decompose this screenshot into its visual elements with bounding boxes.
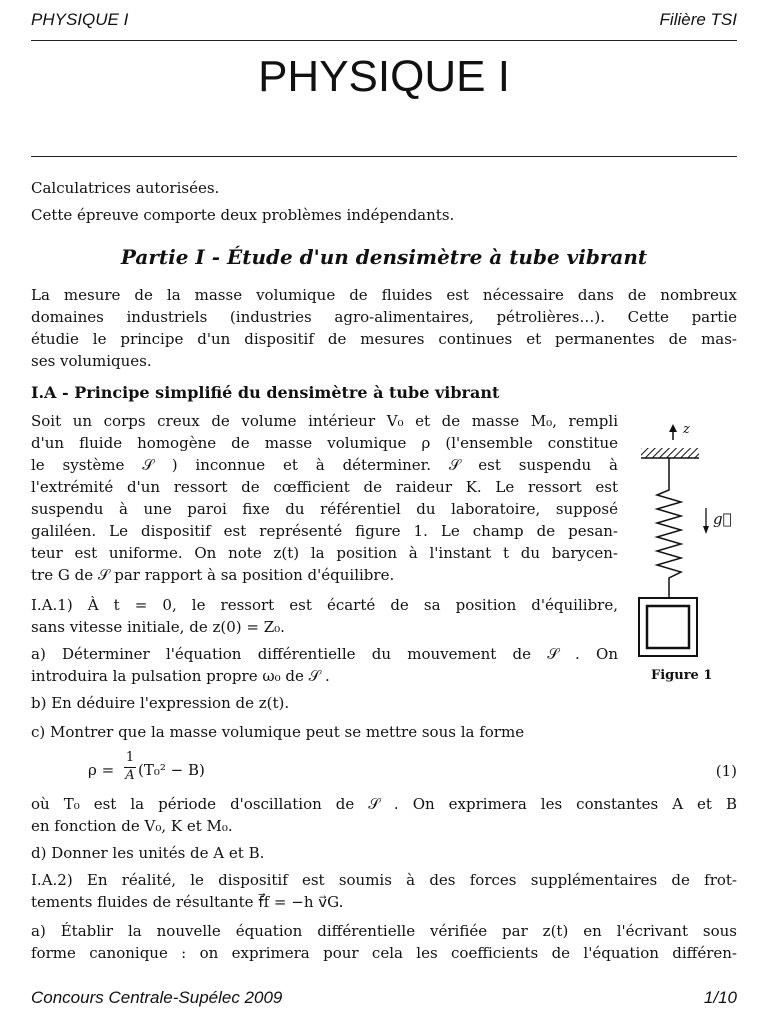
section-title: I.A - Principe simplifié du densimètre à tube vibrant	[31, 383, 500, 402]
spring-mass-diagram	[633, 420, 733, 670]
after-eq-line: forme canonique : on exprimera pour cela les coefficients de l'équation différen-	[31, 944, 737, 962]
footer-left: Concours Centrale-Supélec 2009	[31, 988, 283, 1007]
section-line: Soit un corps creux de volume intérieur V₀ et de masse M₀, rempli	[31, 412, 618, 430]
equation-rhs: (T₀² − B)	[138, 761, 205, 779]
spring-icon	[657, 458, 681, 598]
z-axis-label: z	[683, 422, 690, 437]
figure-1	[633, 420, 733, 690]
section-line: suspendu à une paroi fixe du référentiel du laboratoire, supposé	[31, 500, 618, 518]
intro-problems: Cette épreuve comporte deux problèmes indépendants.	[31, 206, 455, 224]
after-eq-line: où T₀ est la période d'oscillation de 𝒮 . On exprimera les constantes A et B	[31, 795, 737, 813]
after-eq-line: en fonction de V₀, K et M₀.	[31, 817, 233, 835]
gravity-arrowhead	[703, 526, 709, 534]
equation-lhs: ρ =	[88, 761, 115, 779]
section-line: galiléen. Le dispositif est représenté figure 1. Le champ de pesan-	[31, 522, 618, 540]
part-intro-line: étudie le principe d'un dispositif de mesures continues et permanentes de mas-	[31, 330, 737, 348]
header-right: Filière TSI	[659, 10, 737, 29]
section-line: d'un fluide homogène de masse volumique ρ (l'ensemble constitue	[31, 434, 618, 452]
z-axis-arrowhead	[669, 424, 677, 432]
section-line: c) Montrer que la masse volumique peut se mettre sous la forme	[31, 723, 525, 741]
title-rule	[31, 156, 737, 157]
section-line: teur est uniforme. On note z(t) la position à l'instant t du barycen-	[31, 544, 618, 562]
after-eq-line: tements fluides de résultante f⃗f = −h v⃗G.	[31, 893, 344, 911]
equation-denominator: A	[125, 768, 135, 783]
section-line: sans vitesse initiale, de z(0) = Z₀.	[31, 618, 285, 636]
section-line: introduira la pulsation propre ω₀ de 𝒮 .	[31, 667, 330, 685]
footer-page-number: 1/10	[703, 988, 737, 1007]
ceiling-hatch	[641, 448, 699, 458]
part-intro-line: domaines industriels (industries agro-alimentaires, pétrolières…). Cette partie	[31, 308, 737, 326]
page-title: PHYSIQUE I	[258, 52, 510, 101]
after-eq-line: a) Établir la nouvelle équation différentielle vérifiée par z(t) en l'écrivant sous	[31, 922, 737, 940]
header-rule	[31, 40, 737, 41]
section-line: I.A.1) À t = 0, le ressort est écarté de sa position d'équilibre,	[31, 596, 618, 614]
section-line: tre G de 𝒮 par rapport à sa position d'équilibre.	[31, 566, 395, 584]
section-line: b) En déduire l'expression de z(t).	[31, 694, 290, 712]
section-line: le système 𝒮 ) inconnue et à déterminer. 𝒮 est suspendu à	[31, 456, 618, 474]
part-title: Partie I - Étude d'un densimètre à tube vibrant	[120, 245, 648, 269]
intro-calculators: Calculatrices autorisées.	[31, 179, 220, 197]
section-line: a) Déterminer l'équation différentielle du mouvement de 𝒮 . On	[31, 645, 618, 663]
gravity-label: g⃗	[713, 510, 732, 528]
equation-number: (1)	[715, 762, 737, 780]
after-eq-line: I.A.2) En réalité, le dispositif est soumis à des forces supplémentaires de frot-	[31, 871, 737, 889]
mass-inner	[647, 606, 689, 648]
after-eq-line: d) Donner les unités de A et B.	[31, 844, 265, 862]
part-intro-line: La mesure de la masse volumique de fluides est nécessaire dans de nombreux	[31, 286, 737, 304]
equation-numerator: 1	[125, 750, 135, 765]
figure-caption: Figure 1	[651, 668, 713, 683]
section-line: l'extrémité d'un ressort de cœfficient de raideur K. Le ressort est	[31, 478, 618, 496]
part-intro-line: ses volumiques.	[31, 352, 152, 370]
header-left: PHYSIQUE I	[31, 10, 129, 29]
